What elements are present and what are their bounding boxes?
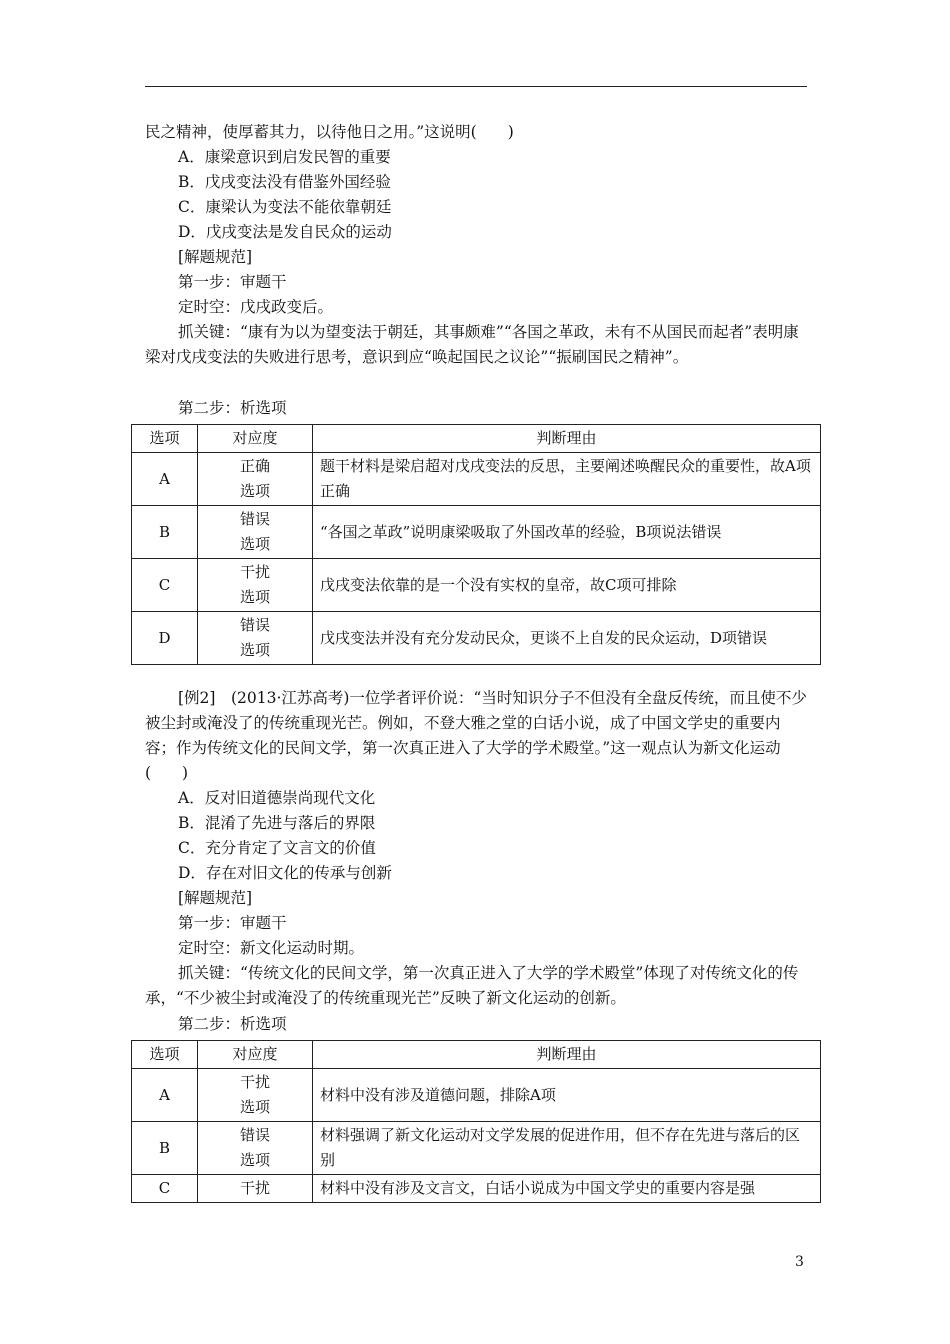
q2-option-b: B．混淆了先进与落后的界限 xyxy=(178,814,376,832)
header-option: 选项 xyxy=(132,1041,198,1069)
table-header-row xyxy=(132,425,821,453)
row-option: C xyxy=(132,1175,198,1203)
q2-step2: 第二步：析选项 xyxy=(178,1015,287,1033)
row-degree: 干扰 xyxy=(198,1175,313,1203)
page-number: 3 xyxy=(795,1254,804,1270)
table-row xyxy=(132,1069,821,1122)
q2-option-d: D．存在对旧文化的传承与创新 xyxy=(178,864,392,882)
q1-analysis-table xyxy=(131,424,821,665)
row-option: B xyxy=(132,506,198,559)
row-option: C xyxy=(132,559,198,612)
row-reason: 材料中没有涉及道德问题，排除A项 xyxy=(313,1069,821,1122)
q1-option-a: A．康梁意识到启发民智的重要 xyxy=(178,148,391,166)
header-option: 选项 xyxy=(132,425,198,453)
row-reason: “各国之革政”说明康梁吸取了外国改革的经验，B项说法错误 xyxy=(313,506,821,559)
q1-timespace: 定时空：戊戌政变后。 xyxy=(178,298,334,316)
q1-guide-heading: [解题规范] xyxy=(178,248,253,266)
q1-stem-end: 民之精神，使厚蓄其力，以待他日之用。”这说明( ) xyxy=(145,123,514,141)
row-option: B xyxy=(132,1122,198,1175)
row-degree: 错误选项 xyxy=(198,506,313,559)
q2-guide-heading: [解题规范] xyxy=(178,889,253,907)
header-degree: 对应度 xyxy=(198,1041,313,1069)
row-reason: 材料中没有涉及文言文，白话小说成为中国文学史的重要内容是强 xyxy=(313,1175,821,1203)
row-reason: 题干材料是梁启超对戊戌变法的反思，主要阐述唤醒民众的重要性，故A项正确 xyxy=(313,453,821,506)
header-rule xyxy=(145,86,807,87)
header-degree: 对应度 xyxy=(198,425,313,453)
q2-option-a: A．反对旧道德崇尚现代文化 xyxy=(178,789,376,807)
q1-key-points: 抓关键：“康有为以为望变法于朝廷，其事颇难”“各国之革政，未有不从国民而起者”表明康梁对戊戌变法的失败进行思考，意识到应“唤起国民之议论”“振刷国民之精神”。 xyxy=(145,323,799,366)
table-row xyxy=(132,1122,821,1175)
table-row xyxy=(132,559,821,612)
table-row xyxy=(132,612,821,665)
row-degree: 干扰选项 xyxy=(198,1069,313,1122)
q1-step2: 第二步：析选项 xyxy=(178,399,287,417)
row-option: A xyxy=(132,453,198,506)
header-reason: 判断理由 xyxy=(313,1041,821,1069)
row-degree: 正确选项 xyxy=(198,453,313,506)
q2-key-points: 抓关键：“传统文化的民间文学，第一次真正进入了大学的学术殿堂”体现了对传统文化的传承，“不少被尘封或淹没了的传统重现光芒”反映了新文化运动的创新。 xyxy=(145,964,799,1007)
q2-stem: [例2] (2013·江苏高考)一位学者评价说：“当时知识分子不但没有全盘反传统，而且使不少被尘封或淹没了的传统重现光芒。例如，不登大雅之堂的白话小说，成了中国文学史的重要内容；作为传统文化的民间文学，第一次真正进入了大学的学术殿堂。”这一观点认为新文化运动( ) xyxy=(145,689,807,782)
row-degree: 干扰选项 xyxy=(198,559,313,612)
row-reason: 戊戌变法并没有充分发动民众，更谈不上自发的民众运动，D项错误 xyxy=(313,612,821,665)
q1-option-c: C．康梁认为变法不能依靠朝廷 xyxy=(178,198,392,216)
table-row xyxy=(132,506,821,559)
q1-option-d: D．戊戌变法是发自民众的运动 xyxy=(178,223,392,241)
q1-step1: 第一步：审题干 xyxy=(178,273,287,291)
row-reason: 戊戌变法依靠的是一个没有实权的皇帝，故C项可排除 xyxy=(313,559,821,612)
row-option: A xyxy=(132,1069,198,1122)
table-row xyxy=(132,453,821,506)
q2-analysis-table xyxy=(131,1040,821,1203)
header-reason: 判断理由 xyxy=(313,425,821,453)
row-degree: 错误选项 xyxy=(198,1122,313,1175)
row-reason: 材料强调了新文化运动对文学发展的促进作用，但不存在先进与落后的区别 xyxy=(313,1122,821,1175)
row-degree: 错误选项 xyxy=(198,612,313,665)
row-option: D xyxy=(132,612,198,665)
table-header-row xyxy=(132,1041,821,1069)
q2-timespace: 定时空：新文化运动时期。 xyxy=(178,939,365,957)
q2-option-c: C．充分肯定了文言文的价值 xyxy=(178,839,376,857)
table-row xyxy=(132,1175,821,1203)
q1-option-b: B．戊戌变法没有借鉴外国经验 xyxy=(178,173,391,191)
q2-step1: 第一步：审题干 xyxy=(178,914,287,932)
